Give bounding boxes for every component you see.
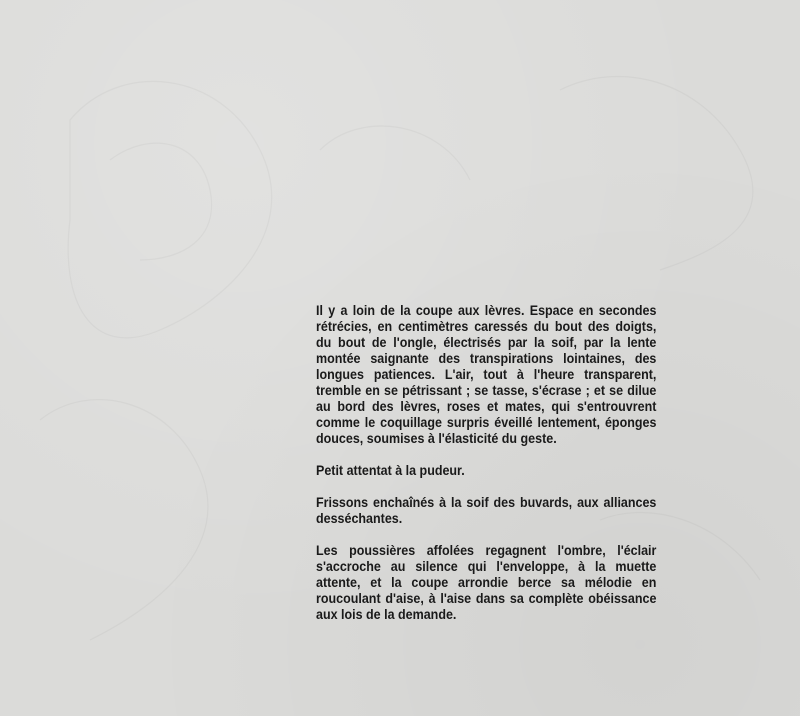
text-block [316, 303, 656, 639]
paragraph-1: Il y a loin de la coupe aux lèvres. Espace en secondes rétrécies, en centimètres caressés du bout des doigts, du bout de l'ongle, électrisés par la soif, par la lente montée saignante des transpirations lointaines, des longues patiences. L'air, tout à l'heure transparent, tremble en se pétrissant ; se tasse, s'écrase ; et se dilue au bord des lèvres, roses et mates, qui s'entrouvrent comme le coquillage surpris éveillé lentement, éponges douces, soumises à l'élasticité du geste. [316, 303, 657, 446]
paragraph-3: Frissons enchaînés à la soif des buvards, aux alliances desséchantes. [316, 495, 657, 526]
paragraph-4: Les poussières affolées regagnent l'ombre, l'éclair s'accroche au silence qui l'enveloppe, à la muette attente, et la coupe arrondie berce sa mélodie en roucoulant d'aise, à l'aise dans sa complète obéissance aux lois de la demande. [316, 543, 657, 622]
paragraph-2: Petit attentat à la pudeur. [316, 463, 465, 478]
